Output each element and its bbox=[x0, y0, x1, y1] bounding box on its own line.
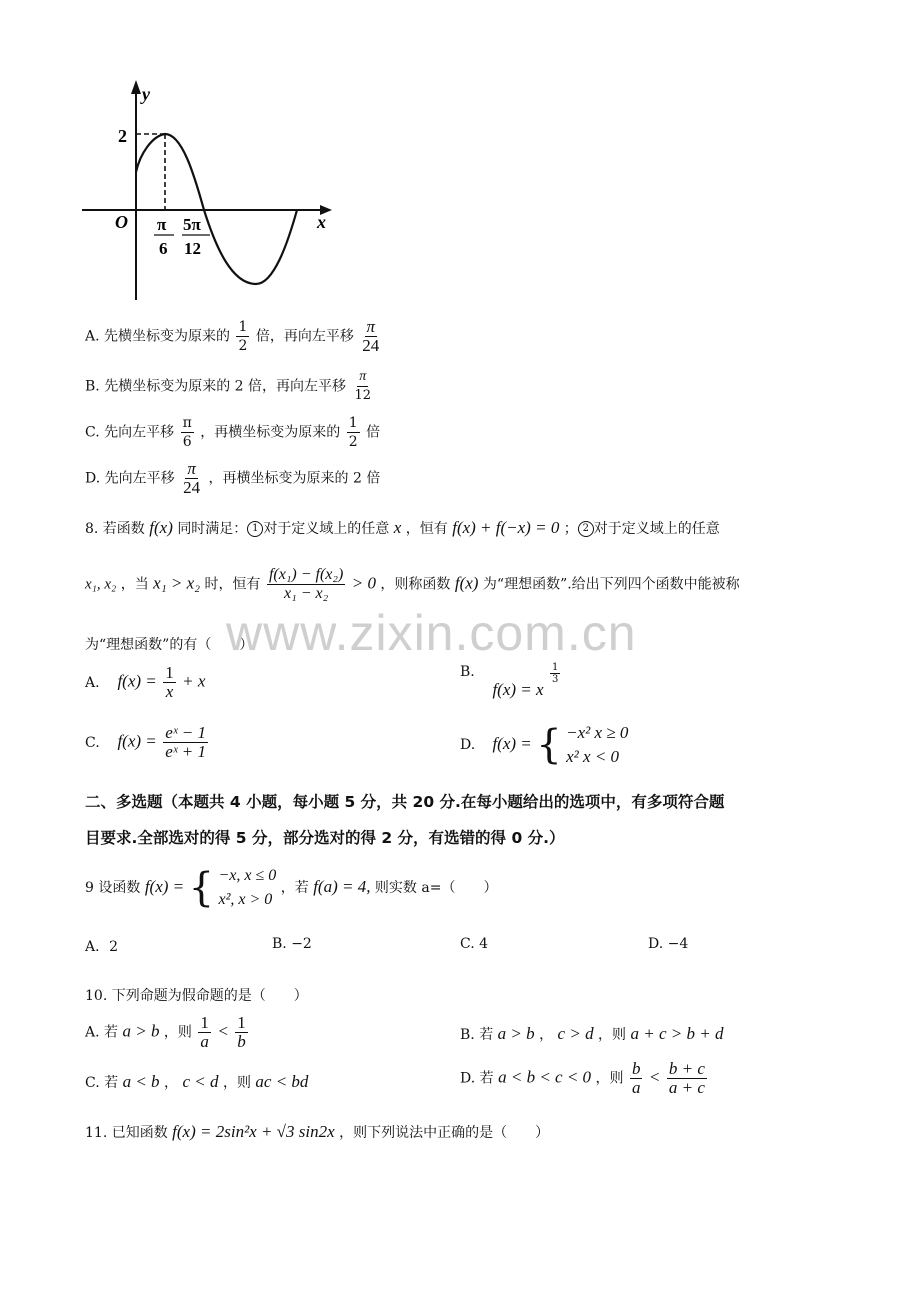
q10-option-d[interactable]: D. 若 a < b < c < 0 ，则 $\frac{b}{a}$ < $\frac{b + c}{a + c}$ bbox=[460, 1059, 705, 1097]
q9-option-a[interactable]: A．2 bbox=[85, 939, 119, 955]
q10-stem: 10. 下列命题为假命题的是（ ） bbox=[85, 988, 308, 1004]
q9-option-b[interactable]: B. −2 bbox=[272, 936, 312, 952]
q9-stem: 9 设函数 f(x) = { −x, x ≤ 0 x², x > 0 ，若 f(a) = 4, 则实数 a=（ ） bbox=[85, 865, 498, 911]
q8-option-c[interactable]: C. f(x) = $\frac{\text{eˣ − 1}}{\text{eˣ + 1}}$ bbox=[85, 723, 207, 761]
q8-option-b[interactable]: B. f(x) = x $\frac{1}{3}$ bbox=[460, 662, 559, 699]
peak-value-label: 2 bbox=[118, 126, 127, 146]
tick2-numerator: 5π bbox=[183, 215, 201, 234]
q10-option-c[interactable]: C. 若 a < b ， c < d ，则 ac < bd bbox=[85, 1072, 309, 1091]
q7-option-d[interactable]: D. 先向左平移 $\frac{\pi}{24}$ ，再横坐标变为原来的 2 倍 bbox=[85, 459, 381, 497]
q7-option-c[interactable]: C. 先向左平移 $\frac{\pi}{6}$ ，再横坐标变为原来的 $\frac{1}{2}$ 倍 bbox=[85, 415, 381, 450]
q8-option-a[interactable]: A. f(x) = $\frac{1}{x}$ + x bbox=[85, 663, 206, 701]
q8-stem-line1: 8. 若函数 f(x) 同时满足： 1 对于定义域上的任意 x ，恒有 f(x) + f(−x) = 0 ； 2 对于定义域上的任意 bbox=[85, 518, 720, 537]
q10-option-a[interactable]: A. 若 a > b ，则 $\frac{1}{a}$ < $\frac{1}{b}$ bbox=[85, 1013, 246, 1051]
y-axis-arrow bbox=[131, 80, 141, 94]
q8-option-d[interactable]: D. f(x) = { −x² x ≥ 0 x² x < 0 bbox=[460, 722, 629, 768]
q7-option-b[interactable]: B. 先横坐标变为原来的 2 倍，再向左平移 $\frac{\pi}{12}$ bbox=[85, 369, 371, 403]
section2-heading-line2: 目要求.全部选对的得 5 分，部分选对的得 2 分，有选错的得 0 分.） bbox=[85, 829, 565, 847]
q8-stem-line3: 为“理想函数”的有（ ） bbox=[85, 637, 254, 653]
q7-option-a[interactable]: A. 先横坐标变为原来的 $\frac{1}{2}$ 倍，再向左平移 $\frac{\pi}{24}$ bbox=[85, 317, 380, 355]
x-axis-label: x bbox=[317, 212, 326, 232]
tick1-denominator: 6 bbox=[159, 239, 168, 258]
sine-graph bbox=[70, 70, 350, 310]
origin-label: O bbox=[115, 212, 128, 232]
q8-stem-line2: x₁, x₂ ，当 x₁ > x₂ 时，恒有 $\frac{\text{f(x₁) − f(x₂)}}{\text{x₁ − x₂}}$ > 0 ，则称函数 f(x) 为“理想函数”.给出下列四个函数中能被称 bbox=[85, 566, 740, 602]
section2-heading-line1: 二、多选题（本题共 4 小题，每小题 5 分，共 20 分.在每小题给出的选项中，有多项符合题 bbox=[85, 793, 725, 811]
q9-option-d[interactable]: D. −4 bbox=[648, 936, 689, 952]
q10-option-b[interactable]: B. 若 a > b ， c > d ，则 a + c > b + d bbox=[460, 1024, 724, 1043]
watermark: www.zixin.com.cn bbox=[226, 605, 637, 661]
q9-option-c[interactable]: C. 4 bbox=[460, 936, 489, 952]
tick1-numerator: π bbox=[157, 215, 167, 234]
tick2-denominator: 12 bbox=[184, 239, 201, 258]
q11-stem: 11. 已知函数 f(x) = 2sin²x + √3 sin2x ，则下列说法中正确的是（ ） bbox=[85, 1122, 550, 1141]
y-axis-label: y bbox=[142, 84, 150, 104]
